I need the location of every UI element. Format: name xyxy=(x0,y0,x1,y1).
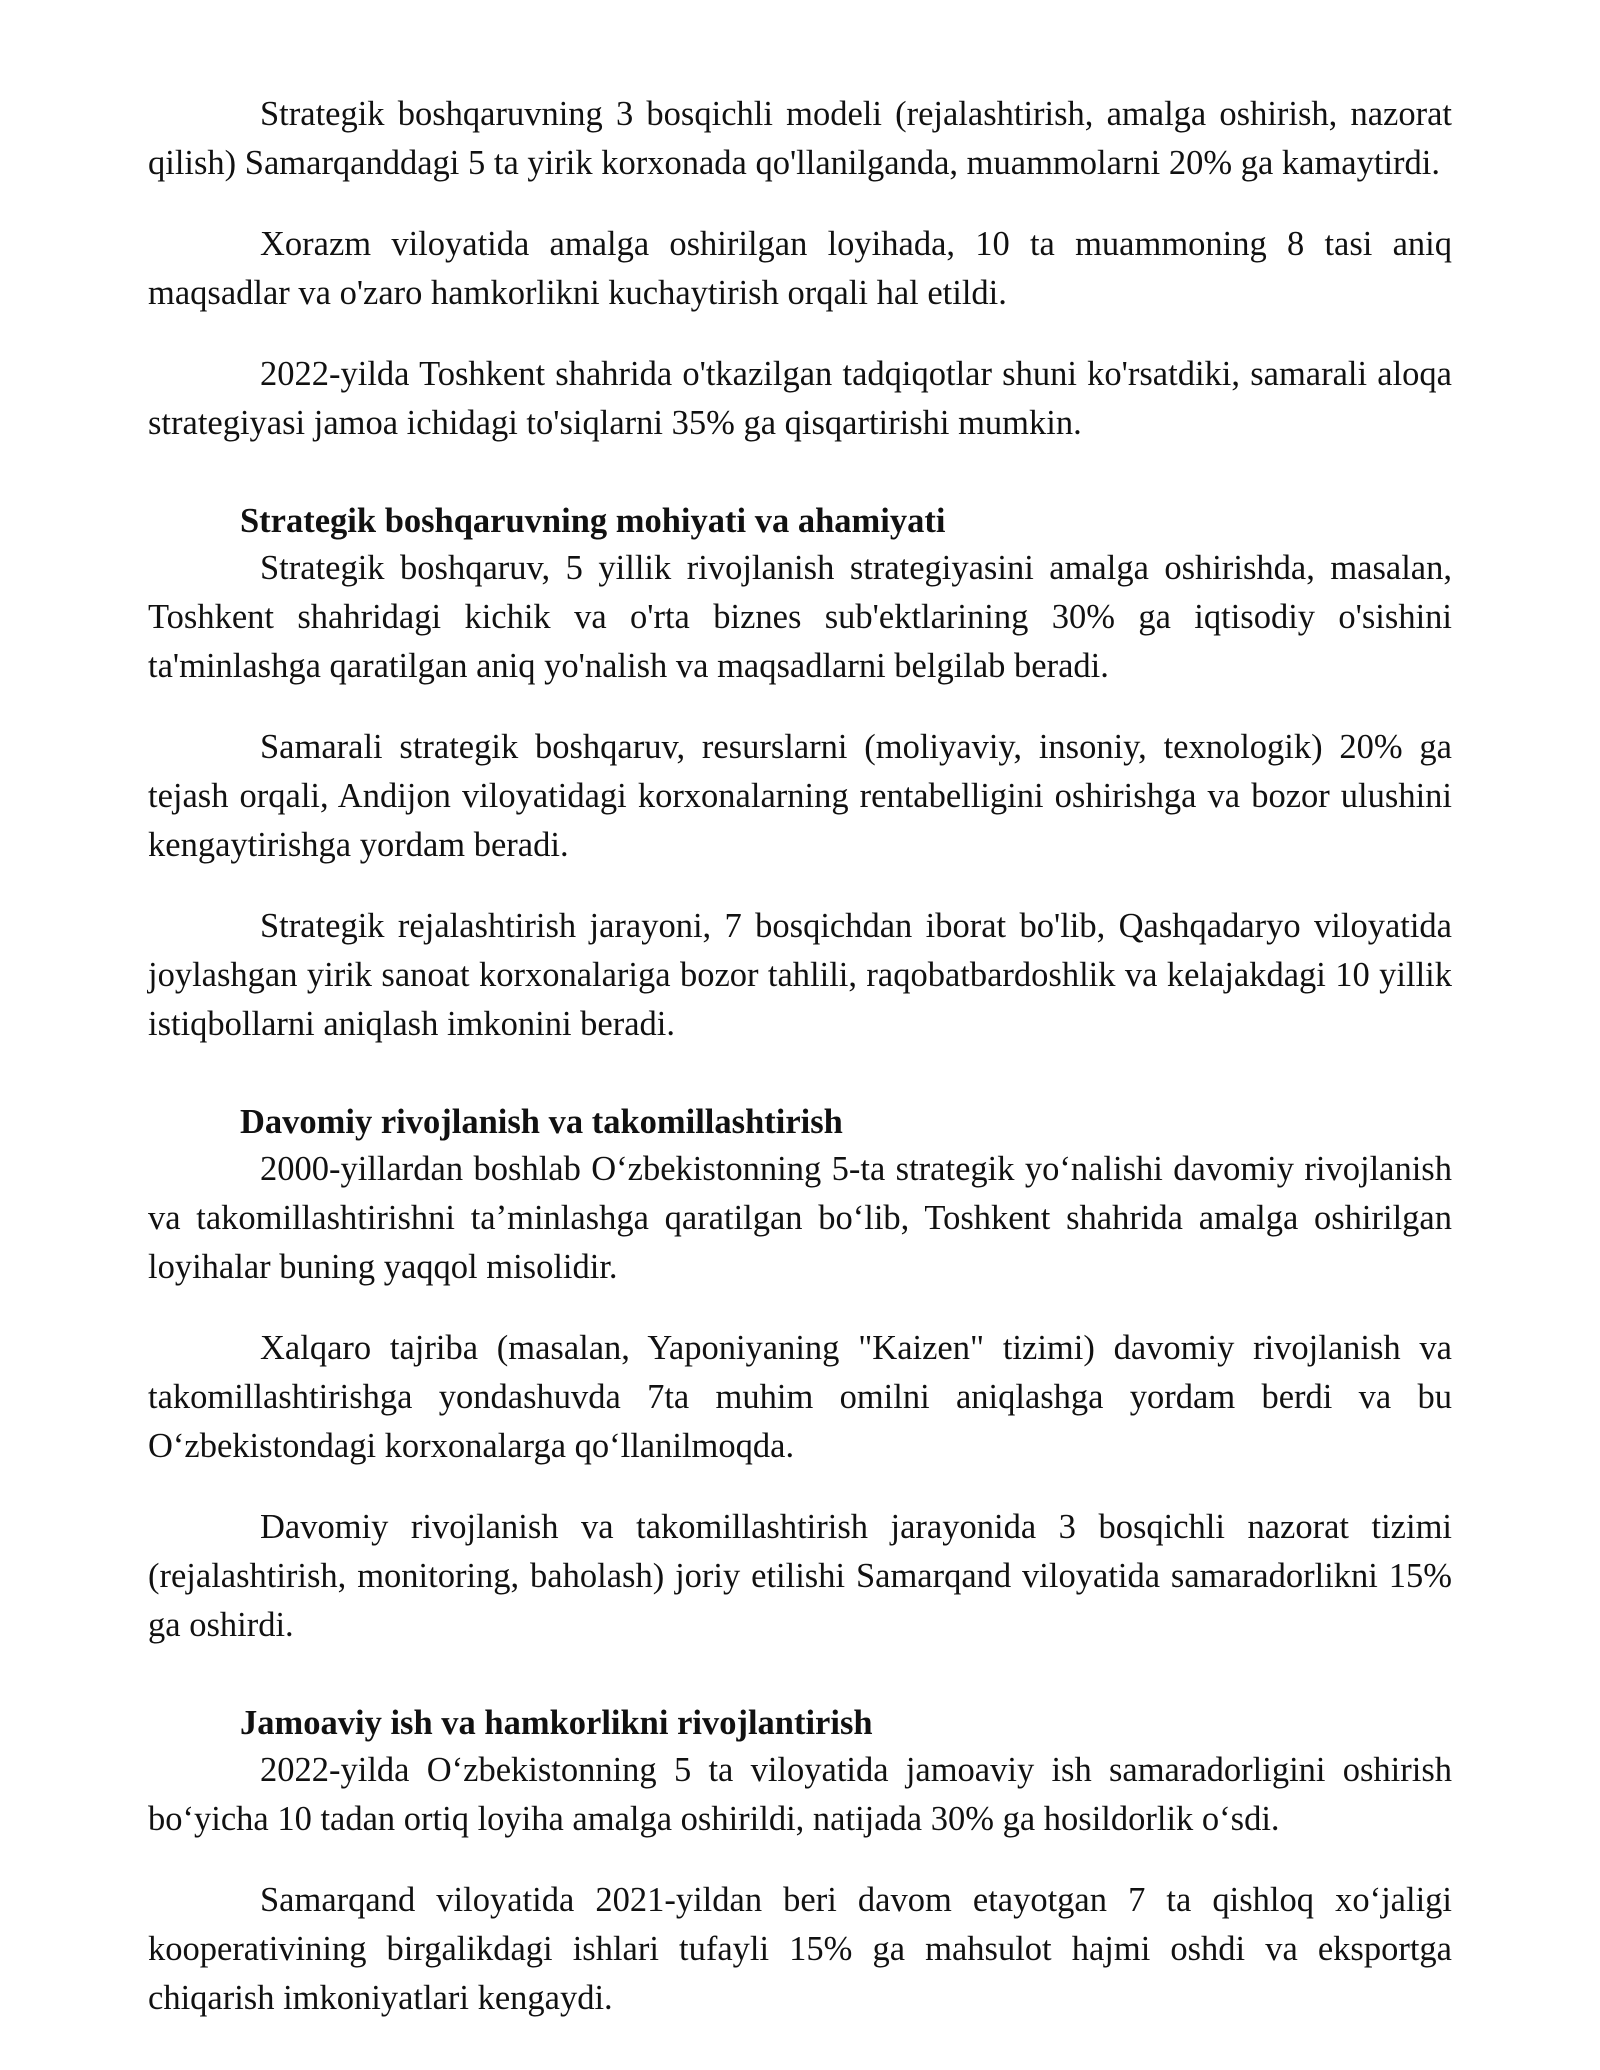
section-heading-continuous-development: Davomiy rivojlanish va takomillashtirish xyxy=(240,1103,843,1141)
section2-paragraph-3: Davomiy rivojlanish va takomillashtirish jarayonida 3 bosqichli nazorat tizimi (rejalashtirish, monitoring, baholash) joriy etilishi Samarqand viloyatida samaradorlikni 15% ga oshirdi. xyxy=(148,1508,1452,1644)
intro-paragraph-1: Strategik boshqaruvning 3 bosqichli modeli (rejalashtirish, amalga oshirish, nazorat qilish) Samarqanddagi 5 ta yirik korxonada qo'llanilganda, muammolarni 20% ga kamaytirdi. xyxy=(148,95,1452,182)
section3-paragraph-1: 2022-yilda Oʻzbekistonning 5 ta viloyatida jamoaviy ish samaradorligini oshirish boʻyicha 10 tadan ortiq loyiha amalga oshirildi, natijada 30% ga hosildorlik oʻsdi. xyxy=(148,1751,1452,1838)
section2-paragraph-2: Xalqaro tajriba (masalan, Yaponiyaning "Kaizen" tizimi) davomiy rivojlanish va takomillashtirishga yondashuvda 7ta muhim omilni aniqlashga yordam berdi va bu Oʻzbekistondagi korxonalarga qoʻllanilmoqda. xyxy=(148,1329,1452,1465)
section2-paragraph-1: 2000-yillardan boshlab Oʻzbekistonning 5-ta strategik yoʻnalishi davomiy rivojlanish va takomillashtirishni taʼminlashga qaratilgan boʻlib, Toshkent shahrida amalga oshirilgan loyihalar buning yaqqol misolidir. xyxy=(148,1150,1452,1286)
document-page xyxy=(148,90,1452,2055)
section1-paragraph-3: Strategik rejalashtirish jarayoni, 7 bosqichdan iborat bo'lib, Qashqadaryo viloyatida joylashgan yirik sanoat korxonalariga bozor tahlili, raqobatbardoshlik va kelajakdagi 10 yillik istiqbollarni aniqlash imkonini beradi. xyxy=(148,907,1452,1043)
section1-paragraph-2: Samarali strategik boshqaruv, resurslarni (moliyaviy, insoniy, texnologik) 20% ga tejash orqali, Andijon viloyatidagi korxonalarning rentabelligini oshirishga va bozor ulushini kengaytirishga yordam beradi. xyxy=(148,728,1452,864)
section-heading-strategic-management: Strategik boshqaruvning mohiyati va ahamiyati xyxy=(240,502,946,540)
section-heading-teamwork: Jamoaviy ish va hamkorlikni rivojlantirish xyxy=(240,1704,873,1742)
section3-paragraph-2: Samarqand viloyatida 2021-yildan beri davom etayotgan 7 ta qishloq xoʻjaligi kooperativining birgalikdagi ishlari tufayli 15% ga mahsulot hajmi oshdi va eksportga chiqarish imkoniyatlari kengaydi. xyxy=(148,1881,1452,2017)
section1-paragraph-1: Strategik boshqaruv, 5 yillik rivojlanish strategiyasini amalga oshirishda, masalan, Toshkent shahridagi kichik va o'rta biznes sub'ektlarining 30% ga iqtisodiy o'sishini ta'minlashga qaratilgan aniq yo'nalish va maqsadlarni belgilab beradi. xyxy=(148,549,1452,685)
intro-paragraph-2: Xorazm viloyatida amalga oshirilgan loyihada, 10 ta muammoning 8 tasi aniq maqsadlar va o'zaro hamkorlikni kuchaytirish orqali hal etildi. xyxy=(148,225,1452,312)
intro-paragraph-3: 2022-yilda Toshkent shahrida o'tkazilgan tadqiqotlar shuni ko'rsatdiki, samarali aloqa strategiyasi jamoa ichidagi to'siqlarni 35% ga qisqartirishi mumkin. xyxy=(148,355,1452,442)
